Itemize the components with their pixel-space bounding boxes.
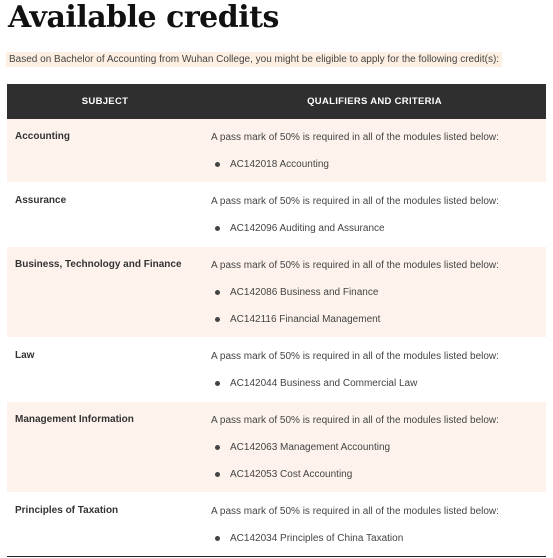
criteria-cell	[211, 338, 546, 401]
bullet-icon	[215, 162, 220, 167]
table-row	[7, 183, 546, 247]
requirement-text: A pass mark of 50% is required in all of the modules listed below:	[211, 132, 499, 143]
module-item	[211, 279, 546, 306]
module-list	[211, 279, 546, 333]
subject-name: Law	[15, 350, 35, 361]
module-list	[211, 215, 546, 242]
module-item	[211, 525, 546, 552]
requirement-text: A pass mark of 50% is required in all of the modules listed below:	[211, 260, 499, 271]
table-row	[7, 338, 546, 402]
subject-name: Business, Technology and Finance	[15, 259, 182, 270]
subject-name: Assurance	[15, 195, 67, 206]
module-label: AC142086 Business and Finance	[230, 287, 379, 298]
table-header	[7, 84, 546, 119]
requirement-text: A pass mark of 50% is required in all of the modules listed below:	[211, 415, 499, 426]
eligibility-intro: Based on Bachelor of Accounting from Wuhan College, you might be eligible to apply for the following credit(s):	[6, 52, 502, 67]
subject-name: Accounting	[15, 131, 70, 142]
module-item	[211, 370, 546, 397]
module-label: AC142063 Management Accounting	[230, 442, 391, 453]
module-list	[211, 434, 546, 488]
module-label: AC142034 Principles of China Taxation	[230, 533, 404, 544]
module-label: AC142096 Auditing and Assurance	[230, 223, 385, 234]
criteria-cell	[211, 247, 546, 337]
module-label: AC142116 Financial Management	[230, 314, 381, 325]
bullet-icon	[215, 381, 220, 386]
bullet-icon	[215, 536, 220, 541]
module-item	[211, 215, 546, 242]
module-item	[211, 434, 546, 461]
bullet-icon	[215, 317, 220, 322]
subject-column-header: SUBJECT	[81, 96, 129, 107]
requirement-text: A pass mark of 50% is required in all of the modules listed below:	[211, 506, 499, 517]
subject-name: Management Information	[15, 414, 134, 425]
table-row	[7, 119, 546, 183]
bullet-icon	[215, 445, 220, 450]
criteria-cell	[211, 183, 546, 246]
module-label: AC142044 Business and Commercial Law	[230, 378, 418, 389]
module-item	[211, 151, 546, 178]
bullet-icon	[215, 290, 220, 295]
table-row	[7, 493, 546, 557]
table-row	[7, 402, 546, 493]
page-title: Available credits	[8, 0, 279, 35]
criteria-cell	[211, 493, 546, 556]
module-item	[211, 461, 546, 488]
module-label: AC142018 Accounting	[230, 159, 329, 170]
criteria-cell	[211, 119, 546, 182]
criteria-cell	[211, 402, 546, 492]
credits-table	[7, 84, 546, 557]
requirement-text: A pass mark of 50% is required in all of the modules listed below:	[211, 196, 499, 207]
module-list	[211, 525, 546, 552]
module-label: AC142053 Cost Accounting	[230, 469, 353, 480]
module-item	[211, 306, 546, 333]
module-list	[211, 370, 546, 397]
subject-name: Principles of Taxation	[15, 505, 119, 516]
bullet-icon	[215, 472, 220, 477]
module-list	[211, 151, 546, 178]
table-row	[7, 247, 546, 338]
bullet-icon	[215, 226, 220, 231]
qualifiers-column-header: QUALIFIERS AND CRITERIA	[307, 96, 442, 107]
requirement-text: A pass mark of 50% is required in all of the modules listed below:	[211, 351, 499, 362]
